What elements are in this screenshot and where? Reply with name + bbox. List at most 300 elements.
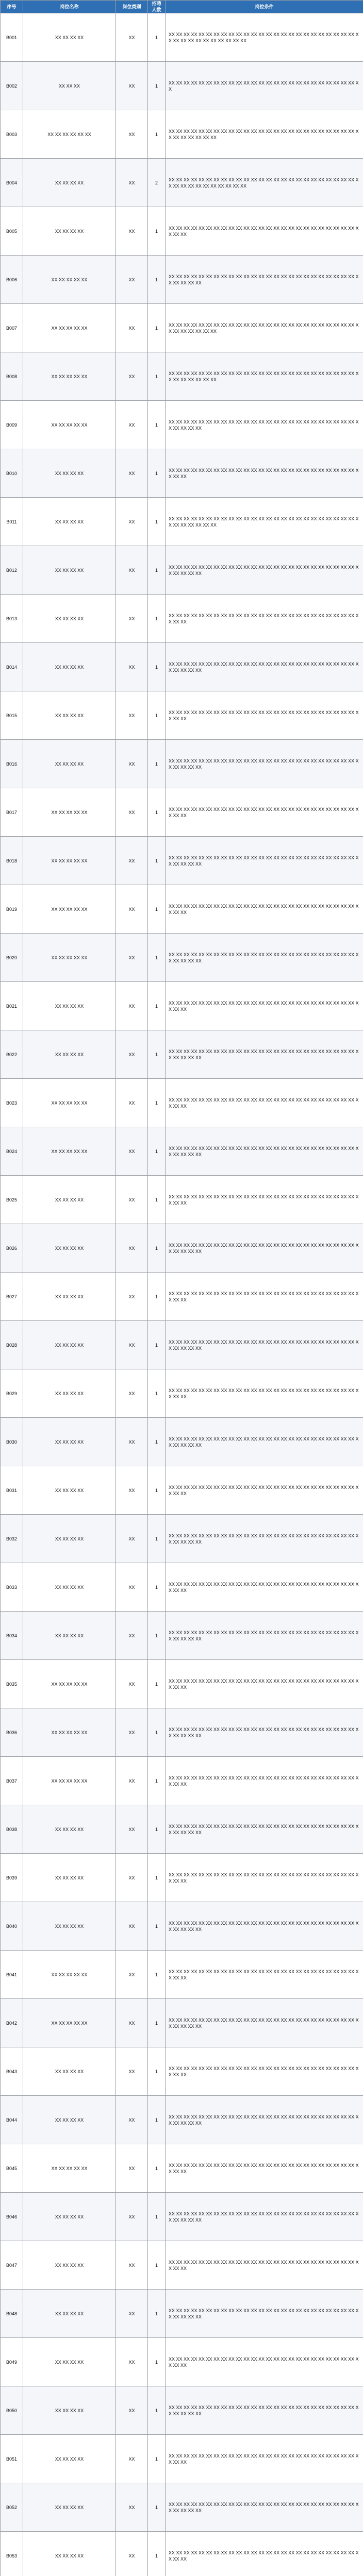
cell-name: XX XX XX XX XX xyxy=(23,885,116,934)
cell-name: XX XX XX XX xyxy=(23,1612,116,1660)
cell-type: XX xyxy=(116,1466,148,1515)
cell-code: B032 xyxy=(1,1515,23,1563)
cell-name: XX XX XX XX XX xyxy=(23,1079,116,1127)
cell-name: XX XX XX XX xyxy=(23,498,116,546)
cell-req: XX XX XX XX XX XX XX XX XX XX XX XX XX XX XX XX XX XX XX XX XX XX XX XX XX XX XX XX XX XX xyxy=(166,2386,363,2435)
cell-type: XX xyxy=(116,934,148,982)
cell-code: B018 xyxy=(1,837,23,885)
cell-name: XX XX XX XX xyxy=(23,1224,116,1273)
table-row xyxy=(1,1030,363,1079)
cell-code: B010 xyxy=(1,449,23,498)
cell-count: 1 xyxy=(148,1369,166,1418)
table-row xyxy=(1,1273,363,1321)
table-body xyxy=(1,13,363,2576)
cell-count: 1 xyxy=(148,885,166,934)
cell-type: XX xyxy=(116,2047,148,2096)
table-row xyxy=(1,62,363,110)
cell-type: XX xyxy=(116,449,148,498)
table-row xyxy=(1,2144,363,2193)
cell-req: XX XX XX XX XX XX XX XX XX XX XX XX XX XX XX XX XX XX XX XX XX XX XX XX XX XX XX XX xyxy=(166,2435,363,2483)
cell-req: XX XX XX XX XX XX XX XX XX XX XX XX XX XX XX XX XX XX XX XX XX XX XX XX XX XX XX XX xyxy=(166,1369,363,1418)
cell-req: XX XX XX XX XX XX XX XX XX XX XX XX XX XX XX XX XX XX XX XX XX XX XX XX XX XX XX XX XX XX xyxy=(166,934,363,982)
table-row xyxy=(1,1321,363,1369)
cell-count: 1 xyxy=(148,449,166,498)
cell-type: XX xyxy=(116,1321,148,1369)
cell-type: XX xyxy=(116,110,148,159)
table-row xyxy=(1,740,363,788)
table-row xyxy=(1,1612,363,1660)
cell-req: XX XX XX XX XX XX XX XX XX XX XX XX XX XX XX XX XX XX XX XX XX XX XX XX XX XX XX XX XX XX xyxy=(166,837,363,885)
cell-name: XX XX XX XX xyxy=(23,2047,116,2096)
cell-name: XX XX XX XX XX xyxy=(23,1660,116,1708)
cell-count: 2 xyxy=(148,159,166,207)
cell-req: XX XX XX XX XX XX XX XX XX XX XX XX XX XX XX XX XX XX XX XX XX XX XX XX XX XX XX XX XX XX xyxy=(166,1515,363,1563)
cell-count: 1 xyxy=(148,1079,166,1127)
cell-type: XX xyxy=(116,1708,148,1757)
cell-req: XX XX XX XX XX XX XX XX XX XX XX XX XX XX XX XX XX XX XX XX XX XX XX XX XX XX XX XX XX XX xyxy=(166,1418,363,1466)
cell-name: XX XX XX XX xyxy=(23,2338,116,2386)
cell-req: XX XX XX XX XX XX XX XX XX XX XX XX XX XX XX XX XX XX XX XX XX XX XX XX XX XX XX XX xyxy=(166,1757,363,1805)
cell-type: XX xyxy=(116,159,148,207)
cell-req: XX XX XX XX XX XX XX XX XX XX XX XX XX XX XX XX XX XX XX XX XX XX XX XX XX XX XX XX XX XX xyxy=(166,643,363,691)
cell-type: XX xyxy=(116,1515,148,1563)
cell-type: XX xyxy=(116,1369,148,1418)
cell-count: 1 xyxy=(148,546,166,595)
table-row xyxy=(1,1563,363,1612)
cell-count: 1 xyxy=(148,740,166,788)
cell-count: 1 xyxy=(148,2047,166,2096)
table-row xyxy=(1,2193,363,2241)
cell-req: XX XX XX XX XX XX XX XX XX XX XX XX XX XX XX XX XX XX XX XX XX XX XX XX XX XX XX XX XX XX xyxy=(166,1030,363,1079)
cell-name: XX XX XX XX XX xyxy=(23,788,116,837)
cell-count: 1 xyxy=(148,2532,166,2576)
cell-req: XX XX XX XX XX XX XX XX XX XX XX XX XX XX XX XX XX XX XX XX XX XX XX XX XX XX XX XX XX XX XX XX xyxy=(166,352,363,401)
cell-count: 1 xyxy=(148,934,166,982)
cell-type: XX xyxy=(116,982,148,1030)
cell-name: XX XX XX XX XX xyxy=(23,256,116,304)
cell-name: XX XX XX XX XX xyxy=(23,2144,116,2193)
cell-code: B009 xyxy=(1,401,23,449)
cell-code: B035 xyxy=(1,1660,23,1708)
cell-name: XX XX XX XX xyxy=(23,2435,116,2483)
table-row xyxy=(1,595,363,643)
cell-type: XX xyxy=(116,1612,148,1660)
cell-name: XX XX XX XX xyxy=(23,1466,116,1515)
cell-code: B008 xyxy=(1,352,23,401)
cell-type: XX xyxy=(116,13,148,62)
table-row xyxy=(1,1466,363,1515)
cell-req: XX XX XX XX XX XX XX XX XX XX XX XX XX XX XX XX XX XX XX XX XX XX XX XX XX XX XX XX XX XX xyxy=(166,1999,363,2047)
cell-count: 1 xyxy=(148,982,166,1030)
table-row xyxy=(1,2338,363,2386)
cell-req: XX XX XX XX XX XX XX XX XX XX XX XX XX XX XX XX XX XX XX XX XX XX XX XX XX XX XX XX XX XX xyxy=(166,1708,363,1757)
cell-type: XX xyxy=(116,1999,148,2047)
table-row xyxy=(1,2047,363,2096)
header-name: 岗位名称 xyxy=(23,1,116,13)
cell-type: XX xyxy=(116,1224,148,1273)
table-row xyxy=(1,1224,363,1273)
cell-type: XX xyxy=(116,2532,148,2576)
cell-name: XX XX XX XX xyxy=(23,982,116,1030)
cell-count: 1 xyxy=(148,837,166,885)
cell-count: 1 xyxy=(148,1563,166,1612)
cell-req: XX XX XX XX XX XX XX XX XX XX XX XX XX XX XX XX XX XX XX XX XX XX XX XX XX XX xyxy=(166,62,363,110)
cell-type: XX xyxy=(116,62,148,110)
cell-code: B007 xyxy=(1,304,23,352)
cell-type: XX xyxy=(116,352,148,401)
cell-code: B027 xyxy=(1,1273,23,1321)
cell-name: XX XX XX XX xyxy=(23,1902,116,1951)
cell-name: XX XX XX XX xyxy=(23,2241,116,2290)
cell-req: XX XX XX XX XX XX XX XX XX XX XX XX XX XX XX XX XX XX XX XX XX XX XX XX XX XX XX XX xyxy=(166,1176,363,1224)
cell-type: XX xyxy=(116,498,148,546)
cell-count: 1 xyxy=(148,1321,166,1369)
table-row xyxy=(1,1660,363,1708)
table-row xyxy=(1,837,363,885)
table-row xyxy=(1,352,363,401)
table-row xyxy=(1,1369,363,1418)
cell-code: B021 xyxy=(1,982,23,1030)
cell-name: XX XX XX XX xyxy=(23,1418,116,1466)
cell-type: XX xyxy=(116,643,148,691)
cell-count: 1 xyxy=(148,1805,166,1854)
cell-code: B038 xyxy=(1,1805,23,1854)
cell-count: 1 xyxy=(148,110,166,159)
cell-req: XX XX XX XX XX XX XX XX XX XX XX XX XX XX XX XX XX XX XX XX XX XX XX XX XX XX XX XX xyxy=(166,2241,363,2290)
table-row xyxy=(1,1757,363,1805)
cell-name: XX XX XX XX XX xyxy=(23,304,116,352)
table-row xyxy=(1,1079,363,1127)
cell-req: XX XX XX XX XX XX XX XX XX XX XX XX XX XX XX XX XX XX XX XX XX XX XX XX XX XX XX XX XX XX xyxy=(166,1805,363,1854)
cell-type: XX xyxy=(116,2096,148,2144)
cell-code: B023 xyxy=(1,1079,23,1127)
header-count: 招聘人数 xyxy=(148,1,166,13)
cell-code: B006 xyxy=(1,256,23,304)
table-row xyxy=(1,546,363,595)
cell-req: XX XX XX XX XX XX XX XX XX XX XX XX XX XX XX XX XX XX XX XX XX XX XX XX XX XX XX XX XX XX xyxy=(166,1902,363,1951)
cell-count: 1 xyxy=(148,1999,166,2047)
header-requirements: 岗位条件 xyxy=(166,1,363,13)
cell-type: XX xyxy=(116,2144,148,2193)
cell-type: XX xyxy=(116,1030,148,1079)
cell-type: XX xyxy=(116,2386,148,2435)
cell-req: XX XX XX XX XX XX XX XX XX XX XX XX XX XX XX XX XX XX XX XX XX XX XX XX XX XX XX XX XX XX xyxy=(166,2096,363,2144)
table-row xyxy=(1,788,363,837)
cell-name: XX XX XX xyxy=(23,62,116,110)
cell-count: 1 xyxy=(148,207,166,256)
cell-count: 1 xyxy=(148,2483,166,2532)
cell-name: XX XX XX XX xyxy=(23,1273,116,1321)
cell-code: B005 xyxy=(1,207,23,256)
cell-name: XX XX XX XX xyxy=(23,207,116,256)
cell-count: 1 xyxy=(148,1660,166,1708)
cell-type: XX xyxy=(116,1660,148,1708)
cell-name: XX XX XX XX xyxy=(23,449,116,498)
cell-count: 1 xyxy=(148,62,166,110)
cell-req: XX XX XX XX XX XX XX XX XX XX XX XX XX XX XX XX XX XX XX XX XX XX XX XX XX XX XX XX XX XX xyxy=(166,740,363,788)
cell-count: 1 xyxy=(148,1224,166,1273)
cell-name: XX XX XX XX xyxy=(23,1369,116,1418)
cell-name: XX XX XX XX xyxy=(23,2483,116,2532)
cell-count: 1 xyxy=(148,691,166,740)
cell-code: B036 xyxy=(1,1708,23,1757)
cell-code: B045 xyxy=(1,2144,23,2193)
cell-type: XX xyxy=(116,1951,148,1999)
cell-type: XX xyxy=(116,691,148,740)
cell-code: B033 xyxy=(1,1563,23,1612)
cell-count: 1 xyxy=(148,498,166,546)
table-row xyxy=(1,1951,363,1999)
table-row xyxy=(1,1418,363,1466)
cell-type: XX xyxy=(116,595,148,643)
cell-req: XX XX XX XX XX XX XX XX XX XX XX XX XX XX XX XX XX XX XX XX XX XX XX XX XX XX XX XX xyxy=(166,2144,363,2193)
cell-req: XX XX XX XX XX XX XX XX XX XX XX XX XX XX XX XX XX XX XX XX XX XX XX XX XX XX XX XX xyxy=(166,2532,363,2576)
table-row xyxy=(1,885,363,934)
cell-count: 1 xyxy=(148,1951,166,1999)
cell-req: XX XX XX XX XX XX XX XX XX XX XX XX XX XX XX XX XX XX XX XX XX XX XX XX XX XX XX XX xyxy=(166,207,363,256)
cell-req: XX XX XX XX XX XX XX XX XX XX XX XX XX XX XX XX XX XX XX XX XX XX XX XX XX XX XX XX XX XX xyxy=(166,546,363,595)
cell-req: XX XX XX XX XX XX XX XX XX XX XX XX XX XX XX XX XX XX XX XX XX XX XX XX XX XX XX XX XX XX xyxy=(166,401,363,449)
cell-req: XX XX XX XX XX XX XX XX XX XX XX XX XX XX XX XX XX XX XX XX XX XX XX XX XX XX XX XX xyxy=(166,595,363,643)
cell-code: B039 xyxy=(1,1854,23,1902)
table-row xyxy=(1,2290,363,2338)
cell-code: B024 xyxy=(1,1127,23,1176)
cell-type: XX xyxy=(116,2483,148,2532)
cell-code: B041 xyxy=(1,1951,23,1999)
cell-code: B020 xyxy=(1,934,23,982)
cell-name: XX XX XX XX XX xyxy=(23,1757,116,1805)
cell-count: 1 xyxy=(148,13,166,62)
cell-type: XX xyxy=(116,546,148,595)
cell-type: XX xyxy=(116,1176,148,1224)
cell-name: XX XX XX XX xyxy=(23,2532,116,2576)
cell-req: XX XX XX XX XX XX XX XX XX XX XX XX XX XX XX XX XX XX XX XX XX XX XX XX XX XX XX XX xyxy=(166,1660,363,1708)
cell-code: B047 xyxy=(1,2241,23,2290)
cell-count: 1 xyxy=(148,2193,166,2241)
cell-name: XX XX XX XX XX XX xyxy=(23,110,116,159)
cell-name: XX XX XX XX XX xyxy=(23,1999,116,2047)
cell-req: XX XX XX XX XX XX XX XX XX XX XX XX XX XX XX XX XX XX XX XX XX XX XX XX XX XX XX XX XX XX xyxy=(166,2193,363,2241)
table-row xyxy=(1,2241,363,2290)
cell-count: 1 xyxy=(148,1515,166,1563)
cell-count: 1 xyxy=(148,1708,166,1757)
cell-req: XX XX XX XX XX XX XX XX XX XX XX XX XX XX XX XX XX XX XX XX XX XX XX XX XX XX XX XX XX XX xyxy=(166,1612,363,1660)
cell-req: XX XX XX XX XX XX XX XX XX XX XX XX XX XX XX XX XX XX XX XX XX XX XX XX XX XX XX XX XX XX xyxy=(166,1224,363,1273)
cell-code: B003 xyxy=(1,110,23,159)
cell-req: XX XX XX XX XX XX XX XX XX XX XX XX XX XX XX XX XX XX XX XX XX XX XX XX XX XX XX XX xyxy=(166,1273,363,1321)
cell-type: XX xyxy=(116,788,148,837)
cell-name: XX XX XX XX XX xyxy=(23,1708,116,1757)
table-row xyxy=(1,304,363,352)
cell-name: XX XX XX XX xyxy=(23,1854,116,1902)
table-row xyxy=(1,207,363,256)
table-header-row xyxy=(1,1,363,13)
cell-type: XX xyxy=(116,256,148,304)
cell-count: 1 xyxy=(148,256,166,304)
cell-name: XX XX XX XX xyxy=(23,1805,116,1854)
cell-name: XX XX XX XX xyxy=(23,1321,116,1369)
cell-code: B026 xyxy=(1,1224,23,1273)
cell-type: XX xyxy=(116,401,148,449)
cell-count: 1 xyxy=(148,1127,166,1176)
cell-code: B019 xyxy=(1,885,23,934)
table-row xyxy=(1,110,363,159)
table-row xyxy=(1,1854,363,1902)
cell-name: XX XX XX XX xyxy=(23,1176,116,1224)
table-row xyxy=(1,1902,363,1951)
cell-code: B017 xyxy=(1,788,23,837)
cell-count: 1 xyxy=(148,401,166,449)
cell-req: XX XX XX XX XX XX XX XX XX XX XX XX XX XX XX XX XX XX XX XX XX XX XX XX XX XX XX XX xyxy=(166,449,363,498)
cell-code: B015 xyxy=(1,691,23,740)
cell-name: XX XX XX XX XX xyxy=(23,934,116,982)
cell-req: XX XX XX XX XX XX XX XX XX XX XX XX XX XX XX XX XX XX XX XX XX XX XX XX XX XX XX XX xyxy=(166,885,363,934)
cell-req: XX XX XX XX XX XX XX XX XX XX XX XX XX XX XX XX XX XX XX XX XX XX XX XX XX XX XX XX xyxy=(166,2047,363,2096)
cell-code: B022 xyxy=(1,1030,23,1079)
table-row xyxy=(1,934,363,982)
table-row xyxy=(1,1127,363,1176)
cell-code: B042 xyxy=(1,1999,23,2047)
cell-req: XX XX XX XX XX XX XX XX XX XX XX XX XX XX XX XX XX XX XX XX XX XX XX XX XX XX XX XX xyxy=(166,982,363,1030)
cell-code: B002 xyxy=(1,62,23,110)
cell-name: XX XX XX XX xyxy=(23,740,116,788)
cell-type: XX xyxy=(116,1079,148,1127)
cell-code: B046 xyxy=(1,2193,23,2241)
cell-type: XX xyxy=(116,837,148,885)
cell-code: B014 xyxy=(1,643,23,691)
cell-count: 1 xyxy=(148,2241,166,2290)
table-row xyxy=(1,1515,363,1563)
cell-name: XX XX XX XX xyxy=(23,546,116,595)
cell-code: B031 xyxy=(1,1466,23,1515)
cell-code: B043 xyxy=(1,2047,23,2096)
cell-count: 1 xyxy=(148,643,166,691)
table-row xyxy=(1,1708,363,1757)
table-row xyxy=(1,2532,363,2576)
cell-count: 1 xyxy=(148,595,166,643)
table-row xyxy=(1,256,363,304)
cell-code: B048 xyxy=(1,2290,23,2338)
header-code: 序号 xyxy=(1,1,23,13)
cell-count: 1 xyxy=(148,352,166,401)
cell-req: XX XX XX XX XX XX XX XX XX XX XX XX XX XX XX XX XX XX XX XX XX XX XX XX XX XX XX XX XX XX XX XX xyxy=(166,304,363,352)
cell-req: XX XX XX XX XX XX XX XX XX XX XX XX XX XX XX XX XX XX XX XX XX XX XX XX XX XX XX XX XX XX xyxy=(166,1127,363,1176)
cell-code: B049 xyxy=(1,2338,23,2386)
cell-req: XX XX XX XX XX XX XX XX XX XX XX XX XX XX XX XX XX XX XX XX XX XX XX XX XX XX XX XX xyxy=(166,691,363,740)
cell-req: XX XX XX XX XX XX XX XX XX XX XX XX XX XX XX XX XX XX XX XX XX XX XX XX XX XX XX XX XX XX XX XX xyxy=(166,110,363,159)
cell-code: B050 xyxy=(1,2386,23,2435)
cell-count: 1 xyxy=(148,1902,166,1951)
table-row xyxy=(1,401,363,449)
cell-code: B012 xyxy=(1,546,23,595)
cell-count: 1 xyxy=(148,1757,166,1805)
table-row xyxy=(1,2435,363,2483)
cell-type: XX xyxy=(116,2193,148,2241)
table-row xyxy=(1,1176,363,1224)
cell-code: B025 xyxy=(1,1176,23,1224)
cell-name: XX XX XX XX xyxy=(23,2386,116,2435)
cell-code: B040 xyxy=(1,1902,23,1951)
cell-name: XX XX XX XX XX xyxy=(23,1951,116,1999)
cell-type: XX xyxy=(116,1127,148,1176)
cell-count: 1 xyxy=(148,1612,166,1660)
cell-name: XX XX XX XX xyxy=(23,2096,116,2144)
cell-req: XX XX XX XX XX XX XX XX XX XX XX XX XX XX XX XX XX XX XX XX XX XX XX XX XX XX XX XX xyxy=(166,2338,363,2386)
cell-req: XX XX XX XX XX XX XX XX XX XX XX XX XX XX XX XX XX XX XX XX XX XX XX XX XX XX XX XX XX XX xyxy=(166,1321,363,1369)
cell-req: XX XX XX XX XX XX XX XX XX XX XX XX XX XX XX XX XX XX XX XX XX XX XX XX XX XX XX XX xyxy=(166,1951,363,1999)
cell-type: XX xyxy=(116,2290,148,2338)
cell-req: XX XX XX XX XX XX XX XX XX XX XX XX XX XX XX XX XX XX XX XX XX XX XX XX XX XX XX XX XX XX XX XX XX XX XX XX xyxy=(166,13,363,62)
cell-count: 1 xyxy=(148,2290,166,2338)
cell-count: 1 xyxy=(148,1854,166,1902)
cell-type: XX xyxy=(116,304,148,352)
cell-code: B001 xyxy=(1,13,23,62)
cell-name: XX XX XX XX xyxy=(23,595,116,643)
cell-count: 1 xyxy=(148,2338,166,2386)
cell-code: B004 xyxy=(1,159,23,207)
cell-name: XX XX XX XX xyxy=(23,13,116,62)
cell-req: XX XX XX XX XX XX XX XX XX XX XX XX XX XX XX XX XX XX XX XX XX XX XX XX XX XX XX XX XX XX xyxy=(166,256,363,304)
cell-count: 1 xyxy=(148,1030,166,1079)
cell-count: 1 xyxy=(148,788,166,837)
cell-code: B030 xyxy=(1,1418,23,1466)
table-row xyxy=(1,2483,363,2532)
cell-type: XX xyxy=(116,1757,148,1805)
cell-code: B016 xyxy=(1,740,23,788)
cell-count: 1 xyxy=(148,2386,166,2435)
cell-type: XX xyxy=(116,1273,148,1321)
cell-type: XX xyxy=(116,1902,148,1951)
cell-code: B034 xyxy=(1,1612,23,1660)
cell-req: XX XX XX XX XX XX XX XX XX XX XX XX XX XX XX XX XX XX XX XX XX XX XX XX XX XX XX XX XX XX XX XX XX XX XX XX xyxy=(166,159,363,207)
cell-req: XX XX XX XX XX XX XX XX XX XX XX XX XX XX XX XX XX XX XX XX XX XX XX XX XX XX XX XX XX XX xyxy=(166,2290,363,2338)
cell-req: XX XX XX XX XX XX XX XX XX XX XX XX XX XX XX XX XX XX XX XX XX XX XX XX XX XX XX XX xyxy=(166,788,363,837)
cell-count: 1 xyxy=(148,1418,166,1466)
cell-code: B028 xyxy=(1,1321,23,1369)
cell-count: 1 xyxy=(148,2435,166,2483)
cell-count: 1 xyxy=(148,1176,166,1224)
cell-type: XX xyxy=(116,207,148,256)
cell-type: XX xyxy=(116,1805,148,1854)
table-row xyxy=(1,643,363,691)
cell-count: 1 xyxy=(148,1273,166,1321)
cell-type: XX xyxy=(116,2241,148,2290)
cell-name: XX XX XX XX xyxy=(23,1563,116,1612)
table-row xyxy=(1,449,363,498)
cell-code: B037 xyxy=(1,1757,23,1805)
cell-type: XX xyxy=(116,1563,148,1612)
cell-count: 1 xyxy=(148,304,166,352)
cell-name: XX XX XX XX XX xyxy=(23,352,116,401)
table-row xyxy=(1,2096,363,2144)
cell-code: B044 xyxy=(1,2096,23,2144)
cell-name: XX XX XX XX xyxy=(23,643,116,691)
cell-name: XX XX XX XX XX xyxy=(23,401,116,449)
cell-req: XX XX XX XX XX XX XX XX XX XX XX XX XX XX XX XX XX XX XX XX XX XX XX XX XX XX XX XX xyxy=(166,1563,363,1612)
cell-name: XX XX XX XX xyxy=(23,1030,116,1079)
table-row xyxy=(1,982,363,1030)
cell-count: 1 xyxy=(148,2144,166,2193)
cell-type: XX xyxy=(116,885,148,934)
cell-type: XX xyxy=(116,2338,148,2386)
cell-req: XX XX XX XX XX XX XX XX XX XX XX XX XX XX XX XX XX XX XX XX XX XX XX XX XX XX XX XX XX XX xyxy=(166,2483,363,2532)
cell-req: XX XX XX XX XX XX XX XX XX XX XX XX XX XX XX XX XX XX XX XX XX XX XX XX XX XX XX XX xyxy=(166,1854,363,1902)
table-row xyxy=(1,691,363,740)
cell-code: B013 xyxy=(1,595,23,643)
header-type: 岗位类别 xyxy=(116,1,148,13)
cell-req: XX XX XX XX XX XX XX XX XX XX XX XX XX XX XX XX XX XX XX XX XX XX XX XX XX XX XX XX xyxy=(166,1079,363,1127)
cell-req: XX XX XX XX XX XX XX XX XX XX XX XX XX XX XX XX XX XX XX XX XX XX XX XX XX XX XX XX XX XX XX XX xyxy=(166,498,363,546)
